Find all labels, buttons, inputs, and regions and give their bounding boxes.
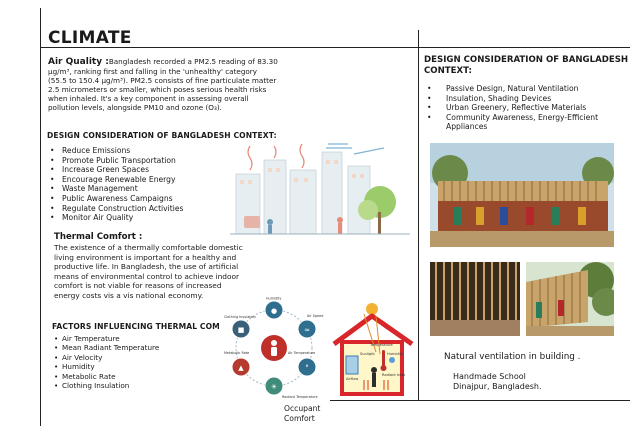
left-design-section: [47, 131, 337, 140]
factors-list-item: • Clothing Insulation: [54, 381, 224, 390]
left-design-list-item: • Reduce Emissions: [48, 146, 238, 156]
school-photo-interior: [430, 262, 520, 336]
thermal-text: The existence of a thermally comfortable domestic living environment is important for a healthy and productive life. In Bangladesh, the use of artificial means of environmental control to achieve indoor comfort is not viable for reasons of increased energy costs vis a vis national economy.: [54, 243, 243, 300]
left-design-list-item: • Waste Management: [48, 184, 238, 194]
city-pollution-illustration: [230, 140, 410, 240]
occupant-caption: [284, 404, 344, 424]
ring-label-clothing-insulation: Clothing Insulation: [224, 315, 256, 319]
svg-text:▲: ▲: [238, 364, 244, 372]
right-design-list-item: • Insulation, Shading Devices: [424, 94, 634, 104]
house-thermal-diagram: [330, 300, 416, 398]
svg-text:☀: ☀: [270, 383, 278, 391]
house-label-temperature: Temperature: [370, 343, 393, 347]
left-design-list: [48, 146, 238, 223]
school-photo-main: [430, 143, 614, 247]
factors-section: [52, 322, 222, 331]
thermal-section: [54, 232, 244, 301]
factors-list-item: • Air Velocity: [54, 353, 224, 362]
svg-text:°: °: [305, 364, 309, 372]
house-label-sunlight: Sunlight: [360, 352, 375, 356]
house-window: [346, 356, 358, 374]
factors-list-item: • Metabolic Rate: [54, 372, 224, 381]
right-design-list: [424, 84, 634, 132]
left-design-list-item: • Regulate Construction Activities: [48, 204, 238, 214]
occupant-comfort-diagram: [222, 296, 326, 400]
right-design-heading: DESIGN CONSIDERATION OF BANGLADESH CONTEXT:: [424, 55, 629, 76]
factors-list-item: • Mean Radiant Temperature: [54, 343, 224, 352]
right-design-section: [424, 55, 634, 77]
page-title: CLIMATE: [48, 28, 132, 48]
factors-heading: FACTORS INFLUENCING THERMAL COM: [52, 322, 220, 331]
house-roof: [334, 316, 412, 344]
air-quality-text: Bangladesh recorded a PM2.5 reading of 83.30 μg/m³, ranking first and falling in the 'unhealthy' category (55.5 to 150.4 μg/m³). PM2.5 consists of fine particulate matter 2.5 micrometers or smaller, which poses serious health risks when inhaled. It's a key component in assessing overall pollution levels, alongside PM10 and ozone (O₃).: [48, 57, 278, 112]
school-caption-line1: Handmade School: [453, 372, 526, 381]
ring-label-air-speed: Air Speed: [307, 314, 324, 318]
left-design-heading: DESIGN CONSIDERATION OF BANGLADESH CONTEXT:: [47, 131, 277, 140]
air-quality-label: Air Quality :: [48, 57, 109, 67]
left-design-list-item: • Increase Green Spaces: [48, 165, 238, 175]
thermal-label: Thermal Comfort :: [54, 232, 143, 242]
factors-list: [54, 334, 224, 390]
left-design-list-item: • Promote Public Transportation: [48, 156, 238, 166]
ring-label-radiant-temperature: Radiant Temperature: [282, 395, 318, 399]
ring-label-metabolic-rate: Metabolic Rate: [224, 351, 250, 355]
house-label-radiant-heat: Radiant heat: [382, 373, 406, 377]
left-design-list-item: • Monitor Air Quality: [48, 213, 238, 223]
air-quality-paragraph: [48, 57, 278, 112]
factors-list-item: • Air Temperature: [54, 334, 224, 343]
frame-line-left: [40, 8, 41, 426]
natural-ventilation-caption: Natural ventilation in building .: [444, 352, 581, 362]
factors-list-item: • Humidity: [54, 362, 224, 371]
right-design-list-item: • Passive Design, Natural Ventilation: [424, 84, 634, 94]
frame-line-bottom: [330, 400, 630, 401]
frame-line-mid: [418, 30, 419, 400]
occupant-caption-line2: Comfort: [284, 414, 315, 423]
school-photo-exterior: [526, 262, 614, 336]
svg-text:■: ■: [237, 326, 245, 334]
house-label-airflow: Airflow: [346, 377, 359, 381]
svg-text:≈: ≈: [304, 326, 310, 334]
air-quality-section: [48, 57, 278, 112]
ring-label-air-temperature: Air Temperature: [288, 351, 316, 355]
school-caption: [453, 372, 542, 392]
ring-label-humidity: Humidity: [266, 296, 282, 301]
right-design-list-item: • Urban Greenery, Reflective Materials: [424, 103, 634, 113]
house-label-humidity: Humidity: [387, 352, 404, 356]
occupant-caption-line1: Occupant: [284, 404, 321, 413]
svg-text:●: ●: [270, 307, 278, 315]
right-design-list-item: • Community Awareness, Energy-Efficient Appliances: [424, 113, 634, 132]
left-design-list-item: • Encourage Renewable Energy: [48, 175, 238, 185]
left-design-list-item: • Public Awareness Campaigns: [48, 194, 238, 204]
sun-icon: [366, 303, 378, 315]
school-caption-line2: Dinajpur, Bangladesh.: [453, 382, 542, 391]
